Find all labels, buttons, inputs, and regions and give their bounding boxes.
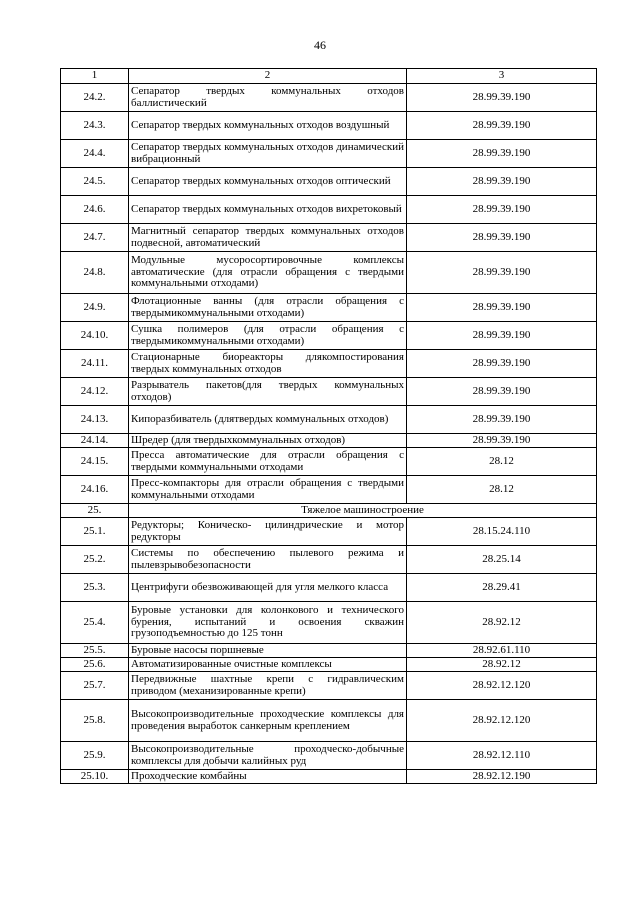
equipment-name: Модульные мусоросортировочные комплексы автоматические (для отрасли обращения с твердыми коммунальными отходами)	[129, 252, 407, 294]
okpd-code: 28.92.12.120	[407, 700, 597, 742]
table-row	[61, 476, 597, 504]
okpd-code: 28.99.39.190	[407, 294, 597, 322]
row-number: 25.8.	[61, 700, 129, 742]
table-row	[61, 350, 597, 378]
table-row	[61, 168, 597, 196]
okpd-code: 28.99.39.190	[407, 406, 597, 434]
table-row	[61, 672, 597, 700]
row-number: 24.13.	[61, 406, 129, 434]
equipment-name: Сепаратор твердых коммунальных отходов воздушный	[129, 112, 407, 140]
table-row	[61, 742, 597, 770]
okpd-code: 28.99.39.190	[407, 112, 597, 140]
table-row	[61, 448, 597, 476]
column-header-name: 2	[129, 69, 407, 84]
table-row	[61, 434, 597, 448]
row-number: 25.5.	[61, 644, 129, 658]
row-number: 25.9.	[61, 742, 129, 770]
section-row	[61, 504, 597, 518]
table-body	[61, 84, 597, 784]
table-row	[61, 770, 597, 784]
row-number: 25.3.	[61, 574, 129, 602]
equipment-name: Сепаратор твердых коммунальных отходов динамический вибрационный	[129, 140, 407, 168]
row-number: 25.7.	[61, 672, 129, 700]
okpd-code: 28.92.61.110	[407, 644, 597, 658]
row-number: 24.8.	[61, 252, 129, 294]
table-row	[61, 644, 597, 658]
table-row	[61, 546, 597, 574]
okpd-code: 28.99.39.190	[407, 140, 597, 168]
table-row	[61, 224, 597, 252]
row-number: 24.4.	[61, 140, 129, 168]
okpd-code: 28.99.39.190	[407, 322, 597, 350]
row-number: 25.1.	[61, 518, 129, 546]
equipment-name: Сепаратор твердых коммунальных отходов вихретоковый	[129, 196, 407, 224]
okpd-code: 28.92.12.110	[407, 742, 597, 770]
row-number: 24.9.	[61, 294, 129, 322]
okpd-code: 28.25.14	[407, 546, 597, 574]
column-header-code: 3	[407, 69, 597, 84]
equipment-name: Флотационные ванны (для отрасли обращения с твердымикоммунальными отходами)	[129, 294, 407, 322]
okpd-code: 28.29.41	[407, 574, 597, 602]
equipment-name: Высокопроизводительные проходческо-добычные комплексы для добычи калийных руд	[129, 742, 407, 770]
table-row	[61, 518, 597, 546]
equipment-name: Буровые насосы поршневые	[129, 644, 407, 658]
table-header-row	[61, 69, 597, 84]
row-number: 24.2.	[61, 84, 129, 112]
table-row	[61, 84, 597, 112]
equipment-table	[60, 68, 597, 784]
equipment-name: Разрыватель пакетов(для твердых коммунальных отходов)	[129, 378, 407, 406]
page-number: 46	[314, 38, 326, 52]
equipment-name: Шредер (для твердыхкоммунальных отходов)	[129, 434, 407, 448]
equipment-name: Сушка полимеров (для отрасли обращения с твердымикоммунальными отходами)	[129, 322, 407, 350]
okpd-code: 28.99.39.190	[407, 252, 597, 294]
table-row	[61, 574, 597, 602]
okpd-code: 28.92.12.120	[407, 672, 597, 700]
equipment-name: Буровые установки для колонкового и технического бурения, испытаний и освоения скважин грузоподъемностью до 125 тонн	[129, 602, 407, 644]
table-row	[61, 602, 597, 644]
equipment-name: Магнитный сепаратор твердых коммунальных отходов подвесной, автоматический	[129, 224, 407, 252]
equipment-name: Стационарные биореакторы длякомпостирования твердых коммунальных отходов	[129, 350, 407, 378]
table-row	[61, 322, 597, 350]
okpd-code: 28.99.39.190	[407, 378, 597, 406]
row-number: 24.6.	[61, 196, 129, 224]
row-number: 25.4.	[61, 602, 129, 644]
equipment-name: Кипоразбиватель (длятвердых коммунальных отходов)	[129, 406, 407, 434]
okpd-code: 28.99.39.190	[407, 434, 597, 448]
okpd-code: 28.99.39.190	[407, 168, 597, 196]
equipment-name: Редукторы; Коническо- цилиндрические и мотор редукторы	[129, 518, 407, 546]
table-row	[61, 378, 597, 406]
row-number: 24.11.	[61, 350, 129, 378]
row-number: 25.10.	[61, 770, 129, 784]
row-number: 24.14.	[61, 434, 129, 448]
row-number: 24.10.	[61, 322, 129, 350]
row-number: 25.2.	[61, 546, 129, 574]
row-number: 24.12.	[61, 378, 129, 406]
table-row	[61, 658, 597, 672]
okpd-code: 28.92.12.190	[407, 770, 597, 784]
equipment-name: Пресса автоматические для отрасли обращения с твердыми коммунальными отходами	[129, 448, 407, 476]
equipment-name: Автоматизированные очистные комплексы	[129, 658, 407, 672]
equipment-name: Системы по обеспечению пылевого режима и пылевзрывобезопасности	[129, 546, 407, 574]
okpd-code: 28.99.39.190	[407, 350, 597, 378]
equipment-name: Высокопроизводительные проходческие комплексы для проведения выработок санкерным креплением	[129, 700, 407, 742]
okpd-code: 28.99.39.190	[407, 84, 597, 112]
equipment-name: Центрифуги обезвоживающей для угля мелкого класса	[129, 574, 407, 602]
equipment-name: Передвижные шахтные крепи с гидравлическим приводом (механизированные крепи)	[129, 672, 407, 700]
row-number: 25.	[61, 504, 129, 518]
okpd-code: 28.15.24.110	[407, 518, 597, 546]
row-number: 25.6.	[61, 658, 129, 672]
table-row	[61, 112, 597, 140]
table-row	[61, 196, 597, 224]
table-row	[61, 294, 597, 322]
okpd-code: 28.12	[407, 476, 597, 504]
row-number: 24.7.	[61, 224, 129, 252]
okpd-code: 28.12	[407, 448, 597, 476]
equipment-name: Сепаратор твердых коммунальных отходов баллистический	[129, 84, 407, 112]
equipment-name: Пресс-компакторы для отрасли обращения с твердыми коммунальными отходами	[129, 476, 407, 504]
column-header-number: 1	[61, 69, 129, 84]
okpd-code: 28.99.39.190	[407, 196, 597, 224]
table-row	[61, 140, 597, 168]
okpd-code: 28.92.12	[407, 602, 597, 644]
equipment-name: Сепаратор твердых коммунальных отходов оптический	[129, 168, 407, 196]
table-row	[61, 406, 597, 434]
table-row	[61, 252, 597, 294]
row-number: 24.15.	[61, 448, 129, 476]
table-row	[61, 700, 597, 742]
okpd-code: 28.99.39.190	[407, 224, 597, 252]
section-title: Тяжелое машиностроение	[129, 504, 597, 518]
row-number: 24.3.	[61, 112, 129, 140]
row-number: 24.5.	[61, 168, 129, 196]
equipment-name: Проходческие комбайны	[129, 770, 407, 784]
row-number: 24.16.	[61, 476, 129, 504]
okpd-code: 28.92.12	[407, 658, 597, 672]
